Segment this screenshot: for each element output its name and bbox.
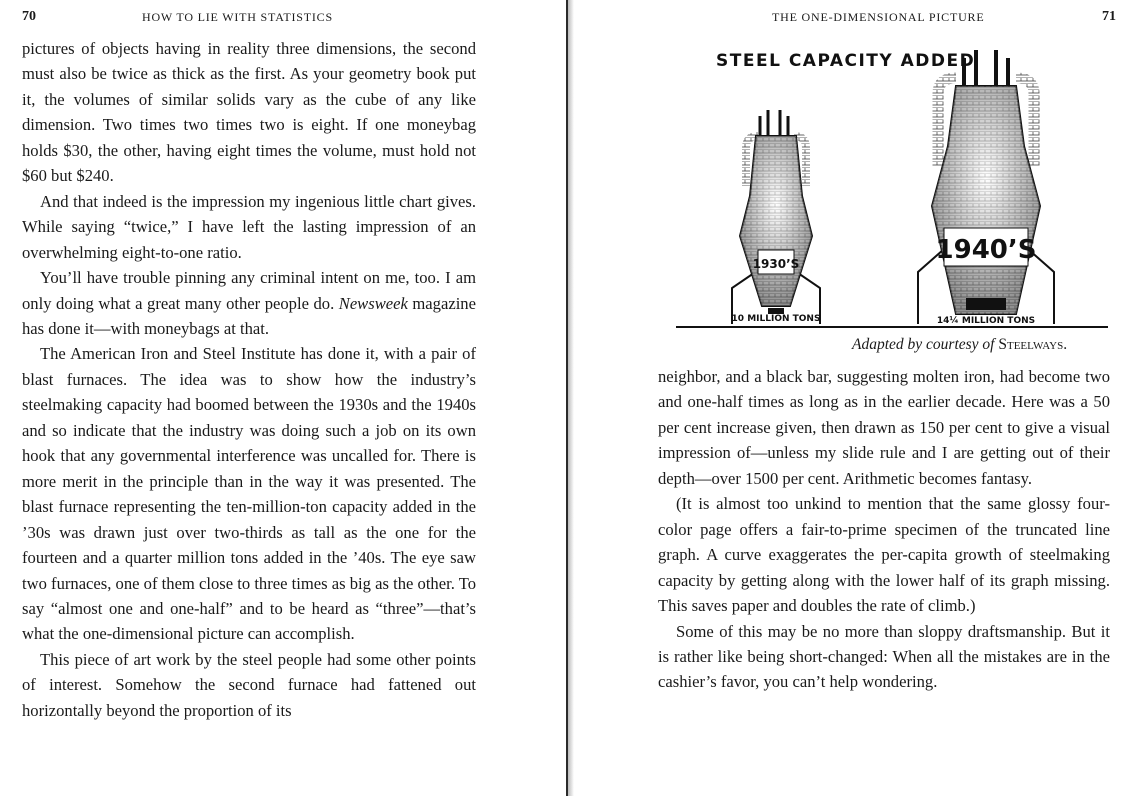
figure-title: STEEL CAPACITY ADDED <box>716 51 976 71</box>
left-body-text <box>22 36 476 723</box>
molten-iron-bar-1940s <box>966 298 1006 310</box>
left-paragraph: pictures of objects having in reality three dimensions, the second must also be twice as thick as the first. As your geometry book put it, the volumes of similar solids vary as the cube of any like dimension. Two times two times two is eight. If one moneybag holds $30, the other, having eight times the volume, must hold not $60 but $240. <box>22 39 476 186</box>
right-paragraph: (It is almost too unkind to mention that the same glossy four-color page offers a fair-to-prime specimen of the truncated line graph. A curve exaggerates the per-capita growth of steelmaking capacity by getting along with the lower half of its graph missing. This saves paper and doubles the rate of climb.) <box>658 494 1110 616</box>
furnace-1930s <box>732 110 821 324</box>
left-paragraph-text: You’ll have trouble pinning any criminal intent on me, too. I am only doing what a great many other people do. <box>22 268 476 313</box>
credit-prefix: Adapted by courtesy of <box>852 336 999 353</box>
figure-credit <box>852 336 1067 354</box>
right-body-text <box>658 364 1110 695</box>
decade-label-1930s: 1930’S <box>752 257 800 271</box>
blast-furnace-figure <box>676 36 1116 336</box>
left-running-head: HOW TO LIE WITH STATISTICS <box>142 10 333 24</box>
right-paragraph: neighbor, and a black bar, suggesting molten iron, had become two and one-half times as long as in the earlier decade. Here was a 50 per cent increase given, then drawn as 150 per cent to give a visual impression of—unless my slide rule and I are getting out of their depth—over 1500 per cent. Arithmetic becomes fantasy. <box>658 367 1110 488</box>
left-paragraph-with-newsweek <box>22 265 476 341</box>
right-paragraph: Some of this may be no more than sloppy draftsmanship. But it is rather like being short-changed: When all the mistakes are in the cashier’s favor, you can’t help wondering. <box>658 621 1110 692</box>
right-running-head: THE ONE-DIMENSIONAL PICTURE <box>772 10 985 24</box>
left-page-number: 70 <box>22 9 36 24</box>
capacity-label-1940s: 14¼ MILLION TONS <box>936 316 1036 326</box>
left-page <box>0 0 566 796</box>
left-paragraph-text: magazine has done it—with moneybags at that. <box>22 293 476 338</box>
left-paragraph: This piece of art work by the steel people had some other points of interest. Somehow the second furnace had fattened out horizontally beyond the proportion of its <box>22 649 476 720</box>
newsweek-title: Newsweek <box>338 293 408 313</box>
top-pipes-1930s <box>760 110 788 136</box>
credit-source: Steelways. <box>998 336 1068 353</box>
right-page <box>572 0 1134 796</box>
decade-label-1940s: 1940’S <box>935 235 1037 265</box>
left-paragraph: The American Iron and Steel Institute has done it, with a pair of blast furnaces. The idea was to show how the industry’s steelmaking capacity had boomed between the 1930s and the 1940s and so indicate that the industry was doing such a job on its own hook that any governmental interference was uncalled for. There is more merit in the principle than in the way it was presented. The blast furnace representing the ten-million-ton capacity added in the ’30s was drawn just over two-thirds as tall as the one for the fourteen and a quarter million tons added in the ’40s. The eye saw two furnaces, one of them close to three times as big as the other. To say “almost one and one-half” and to be heard as “three”—that’s what the one-dimensional picture can accomplish. <box>22 344 476 644</box>
capacity-label-1930s: 10 MILLION TONS <box>731 314 821 324</box>
furnace-1940s <box>918 50 1054 326</box>
left-paragraph: And that indeed is the impression my ingenious little chart gives. While saying “twice,” I have left the lasting impression of an overwhelming eight-to-one ratio. <box>22 191 476 262</box>
right-page-number: 71 <box>1102 9 1116 24</box>
